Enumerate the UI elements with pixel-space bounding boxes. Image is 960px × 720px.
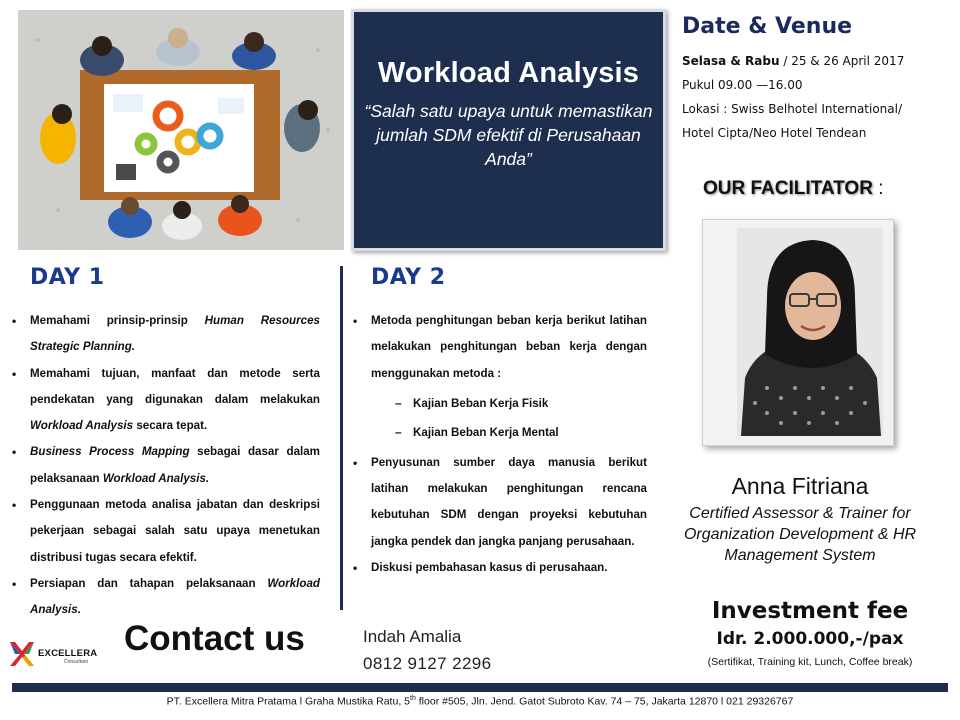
event-location-1: Lokasi : Swiss Belhotel International/ (682, 102, 903, 116)
day1-item: • Memahami tujuan, manfaat dan metode serta pendekatan yang digunakan dalam melakukan Workload Analysis secara tepat. (12, 361, 320, 440)
event-title: Workload Analysis (377, 57, 640, 89)
day2-sub-item: – Kajian Beban Kerja Fisik (371, 389, 647, 418)
day2-agenda (353, 308, 647, 581)
investment-heading: Investment fee (711, 598, 909, 624)
footer-address: PT. Excellera Mitra Pratama l Graha Mustika Ratu, 5th floor #505, Jln. Jend. Gatot Subroto Kav. 74 – 75, Jakarta 12870 l 021 29326767 (166, 695, 794, 708)
day1-title: DAY 1 (30, 265, 105, 290)
excellera-logo (8, 638, 118, 668)
day2-title: DAY 2 (371, 265, 446, 290)
investment-includes: (Sertifikat, Training kit, Lunch, Coffee break) (707, 656, 913, 668)
facilitator-portrait (737, 228, 883, 436)
event-location-2: Hotel Cipta/Neo Hotel Tendean (682, 126, 867, 140)
footer-bar (12, 683, 948, 692)
title-box (351, 9, 666, 251)
facilitator-heading-text: OUR FACILITATOR (703, 178, 873, 199)
hero-photo (18, 10, 344, 250)
contact-heading: Contact us (124, 619, 305, 658)
day2-item: • Penyusunan sumber daya manusia berikut latihan melakukan penghitungan rencana kebutuhan SDM dengan proyeksi kebutuhan jangka pendek dan jangka panjang perusahaan. (353, 450, 647, 555)
day2-item: • Metoda penghitungan beban kerja berikut latihan melakukan penghitungan beban kerja dengan menggunakan metoda : – Kajian Beban Kerja Fisik – Kajian Beban Kerja Mental (353, 308, 647, 447)
day1-item: • Memahami prinsip-prinsip Human Resources Strategic Planning. (12, 308, 320, 361)
event-days: Selasa & Rabu (682, 54, 780, 68)
facilitator-heading-colon: : (872, 178, 884, 199)
event-tagline: “Salah satu upaya untuk memastikan jumlah SDM efektif di Perusahaan Anda” (364, 101, 653, 169)
date-venue-section (682, 14, 952, 149)
day-divider (340, 266, 343, 610)
date-venue-heading: Date & Venue (682, 14, 853, 39)
event-time: Pukul 09.00 —16.00 (682, 78, 803, 92)
facilitator-role: Certified Assessor & Trainer for Organization Development & HR Management System (683, 505, 917, 564)
investment-price: Idr. 2.000.000,-/pax (716, 629, 904, 649)
day1-item: • Penggunaan metoda analisa jabatan dan deskripsi pekerjaan sebagai salah satu upaya menetukan distribusi tugas secara efektif. (12, 492, 320, 571)
day1-item: • Business Process Mapping sebagai dasar dalam pelaksanaan Workload Analysis. (12, 439, 320, 492)
facilitator-heading (703, 178, 884, 200)
team-meeting-illustration (18, 10, 344, 250)
day1-agenda (12, 308, 320, 624)
facilitator-photo (702, 219, 894, 446)
contact-person: Indah Amalia (363, 627, 462, 646)
logo-tagline: Consultant (64, 659, 88, 665)
day2-sub-item: – Kajian Beban Kerja Mental (371, 418, 647, 447)
event-date-text: / 25 & 26 April 2017 (779, 54, 905, 68)
day2-item: • Diskusi pembahasan kasus di perusahaan. (353, 555, 647, 581)
facilitator-name: Anna Fitriana (731, 473, 869, 499)
logo-text: EXCELLERA (38, 648, 98, 659)
event-date (682, 53, 952, 77)
day2-sub-list (371, 389, 647, 447)
contact-phone: 0812 9127 2296 (363, 654, 492, 673)
excellera-logo-icon (8, 640, 36, 668)
day1-item: • Persiapan dan tahapan pelaksanaan Workload Analysis. (12, 571, 320, 624)
